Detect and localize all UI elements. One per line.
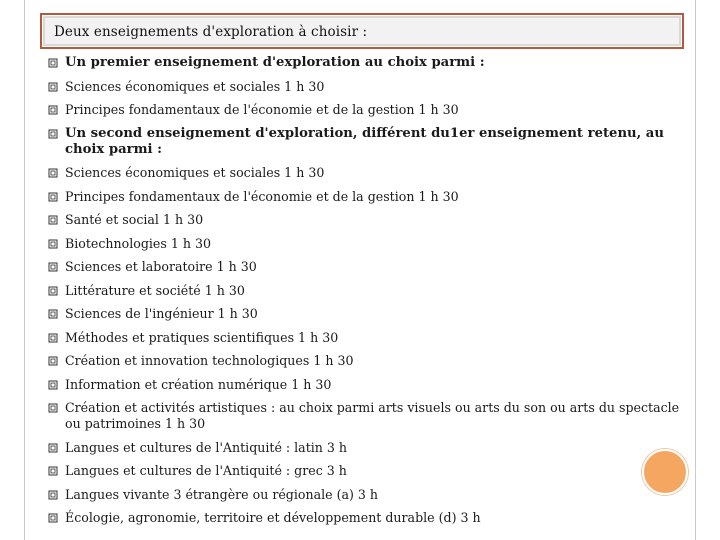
hollow-square-bullet-icon [46, 441, 60, 455]
hollow-square-bullet-icon [46, 103, 60, 117]
list-item [0, 236, 685, 252]
list-item-text: Santé et social 1 h 30 [65, 212, 204, 227]
list-item-text: Création et innovation technologiques 1 h 30 [65, 353, 354, 368]
hollow-square-bullet-icon [46, 166, 60, 180]
hollow-square-bullet-icon [46, 284, 60, 298]
hollow-square-bullet-icon [46, 307, 60, 321]
list-item [0, 165, 685, 181]
list-item [0, 400, 685, 432]
hollow-square-bullet-icon [46, 213, 60, 227]
hollow-square-bullet-icon [46, 56, 60, 70]
list-item [0, 487, 685, 503]
title-box [40, 13, 684, 49]
list-item-text: Principes fondamentaux de l'économie et de la gestion 1 h 30 [65, 102, 459, 117]
list-item [0, 79, 685, 95]
list-item-text: Un premier enseignement d'exploration au choix parmi : [65, 55, 485, 70]
list-item-text: Biotechnologies 1 h 30 [65, 235, 212, 251]
hollow-square-bullet-icon [46, 378, 60, 392]
list-item [0, 440, 685, 456]
list-item-text: Littérature et société 1 h 30 [65, 282, 245, 298]
list-item-text: Sciences économiques et sociales 1 h 30 [65, 165, 325, 180]
list-item-text: Création et activités artistiques : au choix parmi arts visuels ou arts du son ou arts du spectacle ou patrimoines 1 h 30 [65, 400, 680, 431]
list-item [0, 330, 685, 346]
section-heading-item [0, 55, 685, 71]
hollow-square-bullet-icon [46, 401, 60, 415]
list-item-text: Langues et cultures de l'Antiquité : latin 3 h [65, 439, 348, 455]
list-item-text: Principes fondamentaux de l'économie et de la gestion 1 h 30 [65, 188, 459, 204]
hollow-square-bullet-icon [46, 237, 60, 251]
list-item [0, 259, 685, 275]
hollow-square-bullet-icon [46, 464, 60, 478]
section-heading-item [0, 126, 685, 158]
bullet-list [0, 55, 720, 534]
list-item-text: Sciences et laboratoire 1 h 30 [65, 259, 257, 274]
hollow-square-bullet-icon [46, 488, 60, 502]
list-item-text: Langues vivante 3 étrangère ou régionale (a) 3 h [65, 486, 379, 502]
list-item [0, 212, 685, 228]
list-item-text: Écologie, agronomie, territoire et développement durable (d) 3 h [65, 510, 481, 525]
list-item [0, 283, 685, 299]
hollow-square-bullet-icon [46, 331, 60, 345]
list-item-text: Sciences économiques et sociales 1 h 30 [65, 78, 325, 94]
hollow-square-bullet-icon [46, 260, 60, 274]
decorative-circle-icon [642, 449, 688, 495]
list-item [0, 102, 685, 118]
list-item [0, 353, 685, 369]
list-item-text: Sciences de l'ingénieur 1 h 30 [65, 306, 258, 321]
list-item [0, 377, 685, 393]
list-item-text: Information et création numérique 1 h 30 [65, 376, 332, 392]
list-item [0, 189, 685, 205]
list-item [0, 306, 685, 322]
list-item-text: Méthodes et pratiques scientifiques 1 h 30 [65, 329, 339, 345]
list-item-text: Un second enseignement d'exploration, différent du1er enseignement retenu, au choix parmi : [65, 125, 664, 157]
hollow-square-bullet-icon [46, 80, 60, 94]
list-item [0, 463, 685, 479]
list-item-text: Langues et cultures de l'Antiquité : grec 3 h [65, 463, 347, 478]
hollow-square-bullet-icon [46, 190, 60, 204]
hollow-square-bullet-icon [46, 127, 60, 141]
hollow-square-bullet-icon [46, 354, 60, 368]
hollow-square-bullet-icon [46, 511, 60, 525]
slide-title: Deux enseignements d'exploration à choisir : [54, 24, 368, 40]
list-item [0, 510, 685, 526]
